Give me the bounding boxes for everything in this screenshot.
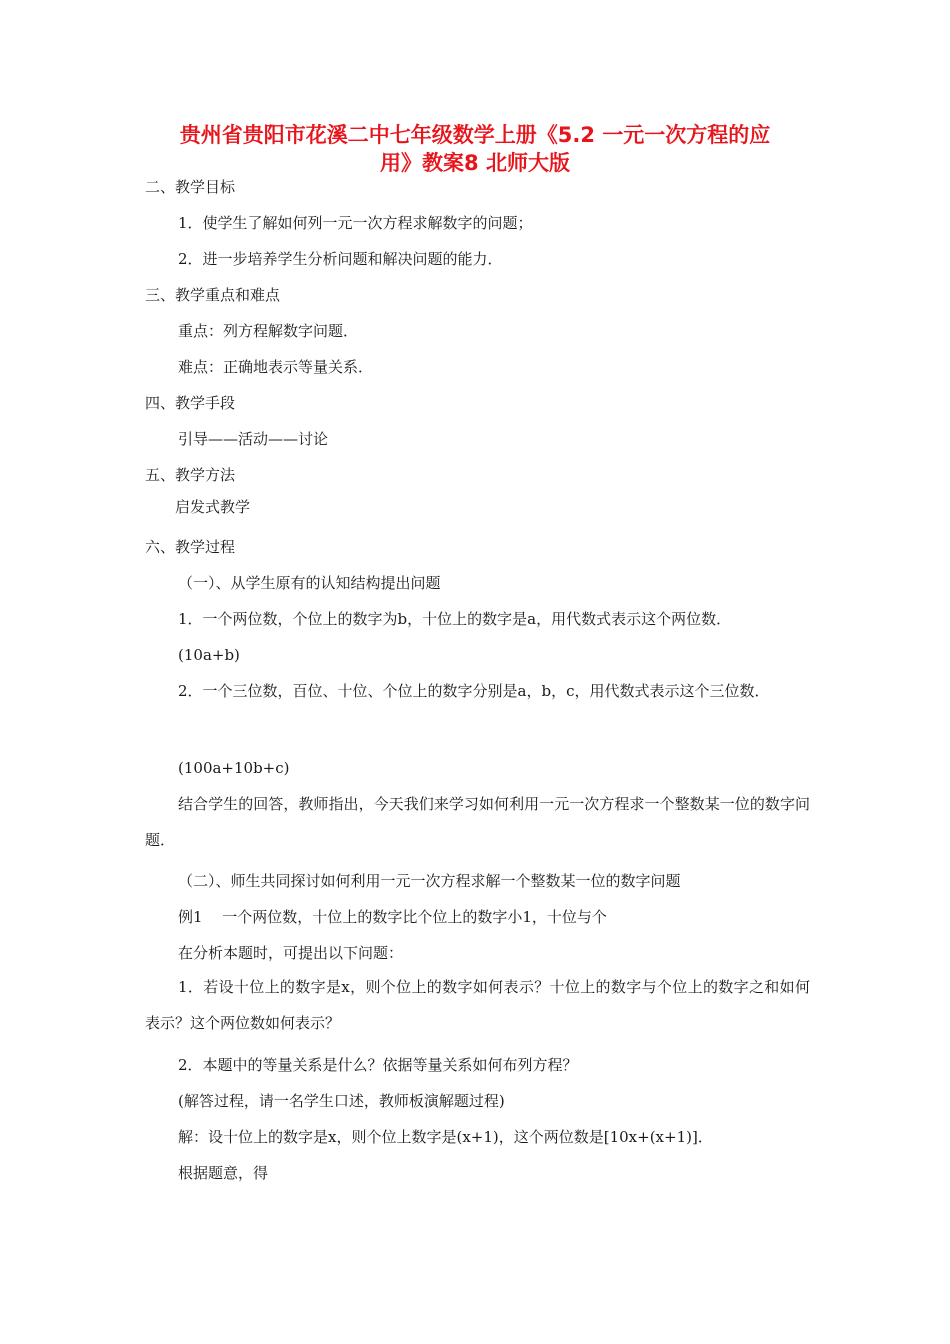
answer-2: (100a+10b+c) [178, 759, 290, 777]
example-1: 例1 一个两位数，十位上的数字比个位上的数字小1，十位与个 [178, 908, 607, 926]
teaching-means: 引导——活动——讨论 [178, 430, 329, 448]
answer-1: (10a+b) [178, 646, 240, 664]
goal-item-1: 1．使学生了解如何列一元一次方程求解数字的问题； [178, 214, 533, 232]
question-1: 1．一个两位数，个位上的数字为b，十位上的数字是a，用代数式表示这个两位数． [178, 610, 732, 628]
analysis-question-2: 2．本题中的等量关系是什么？依据等量关系如何布列方程？ [178, 1056, 578, 1074]
analysis-question-1: 1．若设十位上的数字是x，则个位上的数字如何表示？十位上的数字与个位上的数字之和如何表示？这个两位数如何表示？ [145, 978, 810, 1032]
section-heading-method: 五、教学方法 [145, 466, 236, 484]
section-heading-goals: 二、教学目标 [145, 178, 236, 196]
key-point: 重点：列方程解数字问题． [178, 322, 359, 340]
section-heading-process: 六、教学过程 [145, 538, 236, 556]
analysis-intro: 在分析本题时，可提出以下问题： [178, 944, 404, 962]
teaching-method: 启发式教学 [175, 498, 251, 516]
according-text: 根据题意，得 [178, 1164, 269, 1182]
part-2-heading: （二）、师生共同探讨如何利用一元一次方程求解一个整数某一位的数字问题 [178, 872, 681, 890]
solve-note: (解答过程，请一名学生口述，教师板演解题过程) [178, 1092, 505, 1110]
difficult-point: 难点：正确地表示等量关系． [178, 358, 374, 376]
solution-text: 解：设十位上的数字是x，则个位上数字是(x+1)，这个两位数是[10x+(x+1)]． [178, 1128, 713, 1146]
question-2: 2．一个三位数，百位、十位、个位上的数字分别是a，b，c，用代数式表示这个三位数． [178, 682, 770, 700]
document-title-line-1: 贵州省贵阳市花溪二中七年级数学上册《5.2 一元一次方程的应 [179, 123, 771, 147]
document-title-line-2: 用》教案8 北师大版 [380, 151, 570, 175]
section-heading-means: 四、教学手段 [145, 394, 236, 412]
teacher-note: 结合学生的回答，教师指出，今天我们来学习如何利用一元一次方程求一个整数某一位的数字问题． [145, 795, 810, 849]
goal-item-2: 2．进一步培养学生分析问题和解决问题的能力． [178, 250, 503, 268]
part-1-heading: （一）、从学生原有的认知结构提出问题 [178, 574, 441, 592]
section-heading-key-points: 三、教学重点和难点 [145, 286, 281, 304]
